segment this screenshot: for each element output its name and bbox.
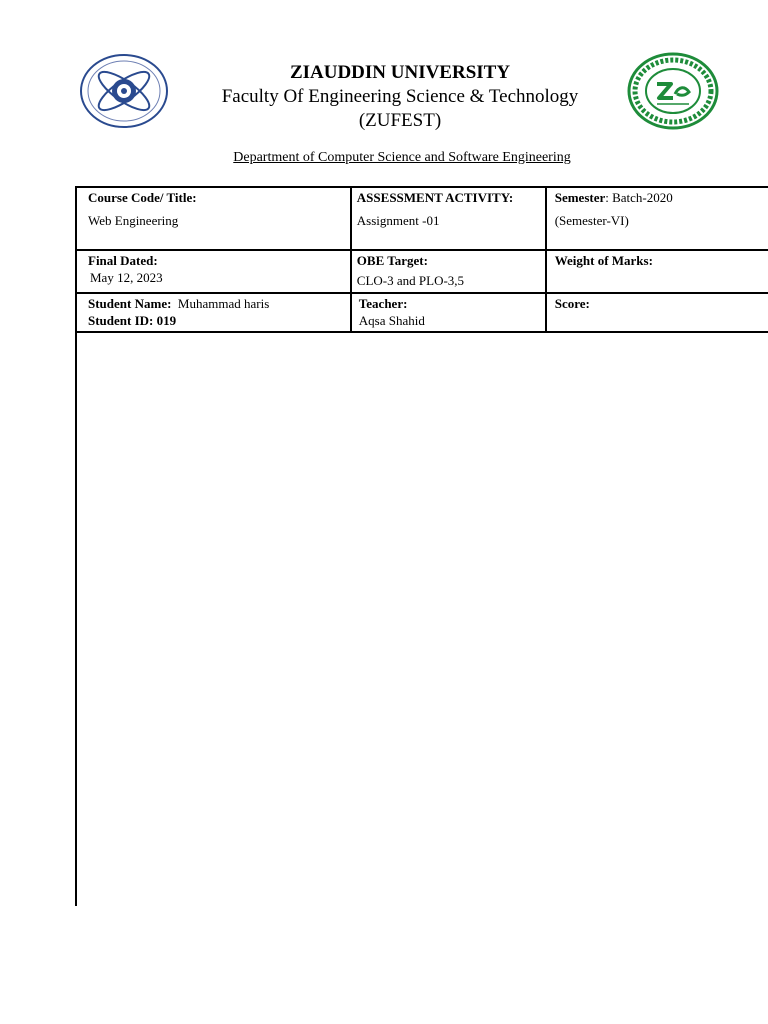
university-seal-logo — [627, 52, 719, 130]
student-id: Student ID: 019 — [88, 313, 177, 328]
university-name: ZIAUDDIN UNIVERSITY — [289, 62, 511, 83]
faculty-name: Faculty Of Engineering Science & Technology — [221, 86, 579, 107]
faculty-abbreviation: (ZUFEST) — [358, 110, 442, 131]
semester-value: : Batch-2020 — [605, 190, 673, 205]
obe-label: OBE Target: — [356, 253, 428, 268]
document-header — [170, 61, 630, 133]
semester-sub: (Semester-VI) — [554, 213, 629, 228]
activity-cell — [351, 187, 546, 250]
activity-label: ASSESSMENT ACTIVITY: — [356, 190, 514, 205]
semester-cell — [546, 187, 768, 250]
obe-value: CLO-3 and PLO-3,5 — [356, 273, 465, 288]
activity-value: Assignment -01 — [356, 213, 440, 228]
teacher-label: Teacher: — [358, 296, 408, 311]
weight-cell — [546, 250, 768, 293]
department-name: Department of Computer Science and Software Engineering — [233, 150, 571, 165]
teacher-cell — [351, 293, 546, 332]
student-name-label: Student Name: — [88, 296, 172, 311]
weight-label: Weight of Marks: — [554, 253, 653, 268]
student-cell — [76, 293, 351, 332]
score-label: Score: — [554, 296, 590, 311]
assessment-info-table — [75, 186, 768, 333]
obe-cell — [351, 250, 546, 293]
final-date-label: Final Dated: — [88, 253, 158, 268]
final-date-value: May 12, 2023 — [90, 270, 163, 285]
final-date-cell — [76, 250, 351, 293]
faculty-logo — [78, 52, 170, 130]
course-value: Web Engineering — [88, 213, 179, 228]
course-label: Course Code/ Title: — [88, 190, 197, 205]
teacher-value: Aqsa Shahid — [358, 313, 425, 328]
answer-area-border — [75, 330, 77, 906]
semester-label: Semester — [554, 190, 606, 205]
course-cell — [76, 187, 351, 250]
score-cell — [546, 293, 768, 332]
student-name-value: Muhammad haris — [177, 296, 270, 311]
